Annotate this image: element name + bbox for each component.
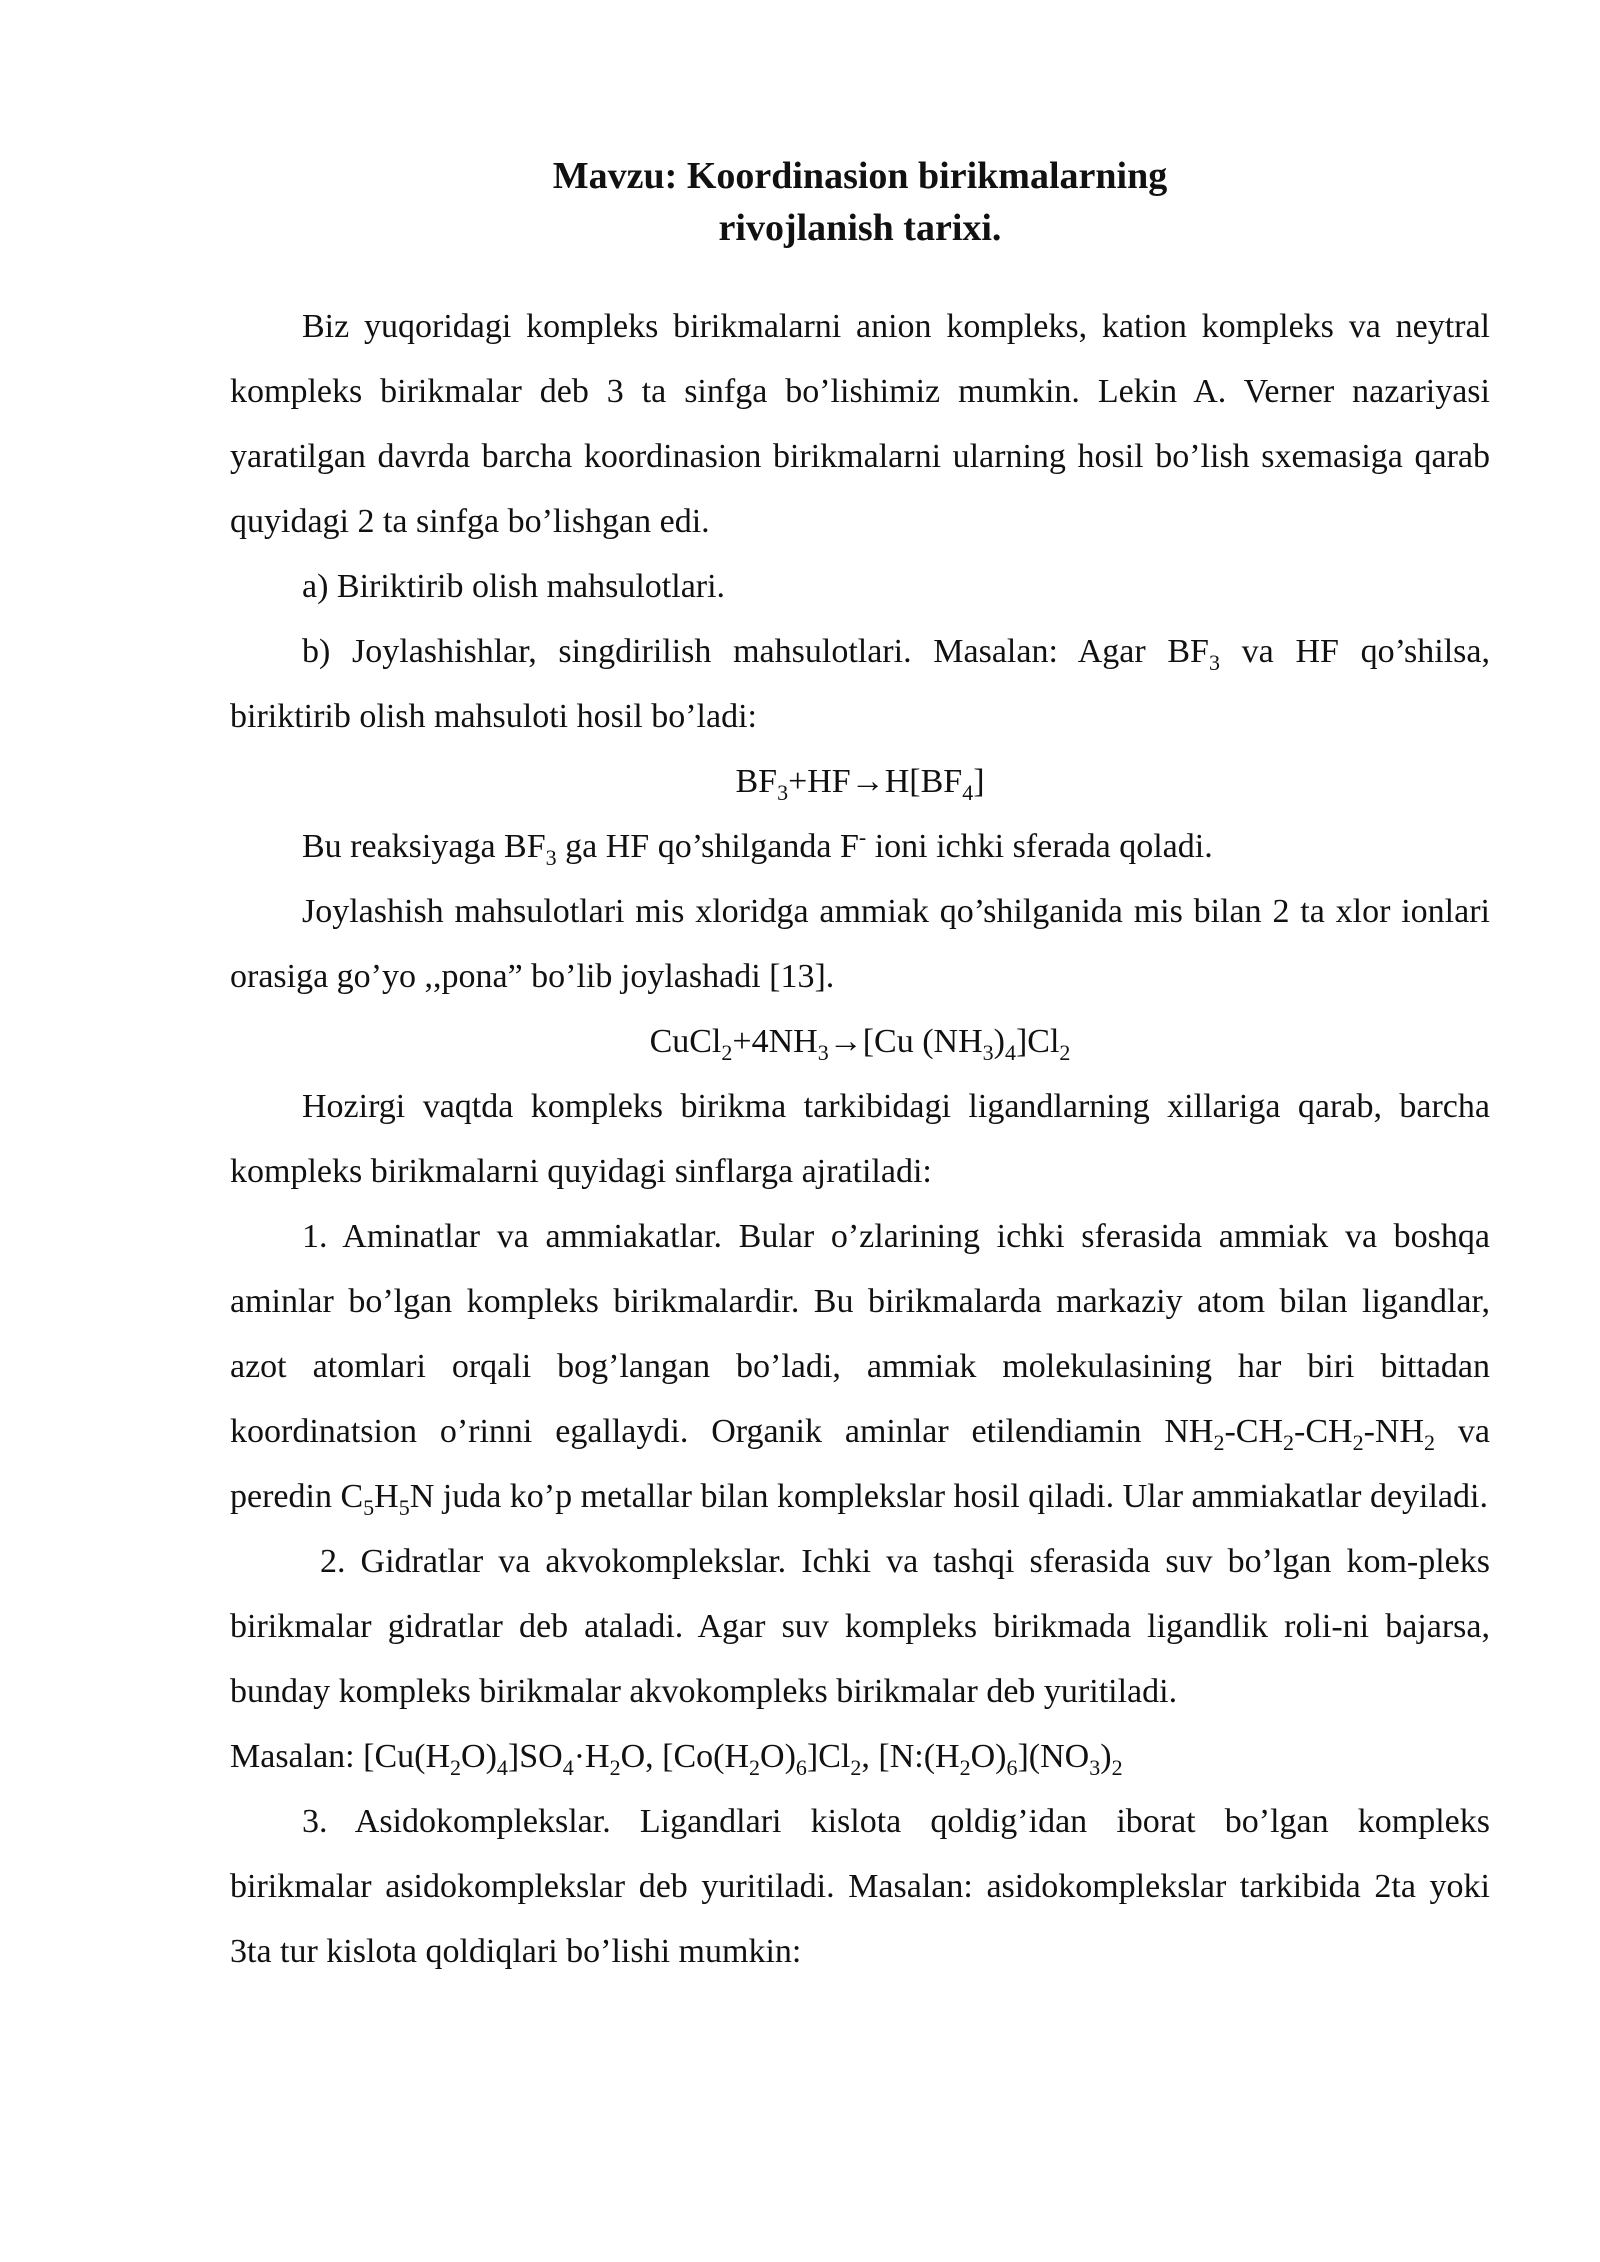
text: +HF [788,763,851,800]
paragraph-hydrates: 2. Gidratlar va akvokomplekslar. Ichki va tashqi sferasida suv bo’lgan kom-pleks birikmalar gidratlar deb ataladi. Agar suv kompleks birikmada ligandlik roli-ni bajarsa, bunday kompleks birikmalar akvokompleks birikmalar deb yuritiladi. [230,1543,1490,1710]
subscript: 3 [1089,1754,1101,1780]
text: BF [735,763,778,800]
subscript: 4 [562,1754,574,1780]
subscript: 2 [450,1754,462,1780]
subscript: 5 [363,1494,375,1520]
text: O) [970,1738,1007,1775]
subscript: 6 [1006,1754,1018,1780]
text: Bu reaksiyaga BF [302,828,546,865]
subscript: 2 [721,1039,733,1065]
item-b [230,619,1490,749]
equation-copper-ammonia [230,1009,1490,1074]
subscript: 6 [795,1754,807,1780]
text: ) [1100,1738,1112,1775]
title-line-2: rivojlanish tarixi. [718,207,1002,249]
subscript: 2 [1283,1429,1295,1455]
subscript: 2 [1352,1429,1364,1455]
text: H[BF [884,763,963,800]
subscript: 3 [777,779,789,805]
text: va HF qo’shilsa, biriktirib olish mahsuloti hosil bo’ladi: [230,633,1490,735]
text: 1. Aminatlar va ammiakatlar. Bular o’zlarining ichki sferasida ammiak va boshqa aminlar bo’lgan kompleks birikmalardir. Bu birikmalarda markaziy atom bilan ligandlar, azot atomlari orqali bog’langan bo’ladi, ammiak molekulasining har biri bittadan koordinatsion o’rinni egallaydi. Organik aminlar etilendiamin NH [230,1218,1490,1450]
text: -CH [1294,1413,1353,1450]
paragraph-aminates [230,1204,1490,1529]
item-a: a) Biriktirib olish mahsulotlari. [302,568,726,605]
text: ga HF qo’shilganda F [556,828,859,865]
text: ]Cl [806,1738,851,1775]
paragraph-classification: Hozirgi vaqtda kompleks birikma tarkibidagi ligandlarning xillariga qarab, barcha kompleks birikmalarni quyidagi sinflarga ajratiladi: [230,1088,1490,1190]
subscript: 2 [1059,1039,1071,1065]
text: O) [760,1738,796,1775]
arrow-icon: → [850,763,885,800]
text: -CH [1224,1413,1284,1450]
superscript: - [858,824,867,850]
subscript: 4 [1004,1039,1016,1065]
subscript: 2 [1213,1429,1225,1455]
subscript: 2 [1424,1429,1436,1455]
page-title [230,150,1490,254]
paragraph-reaction [230,814,1490,879]
paragraph-intro: Biz yuqoridagi kompleks birikmalarni anion kompleks, kation kompleks va neytral kompleks birikmalar deb 3 ta sinfga bo’lishimiz mumkin. Lekin A. Verner nazariyasi yaratilgan davrda barcha koordinasion birikmalarni ularning hosil bo’lish sxemasiga qarab quyidagi 2 ta sinfga bo’lishgan edi. [230,308,1490,540]
text: ioni ichki sferada qoladi. [866,828,1213,865]
text: H [374,1478,399,1515]
subscript: 2 [749,1754,761,1780]
subscript: 3 [545,844,557,870]
document-page [230,150,1490,1984]
subscript: 4 [496,1754,508,1780]
text: , [N:(H [861,1738,960,1775]
text: O) [461,1738,497,1775]
subscript: 2 [1111,1754,1123,1780]
subscript: 3 [1208,649,1220,675]
text: CuCl [649,1023,722,1060]
text: O, [Co(H [620,1738,750,1775]
title-line-1: Mavzu: Koordinasion birikmalarning [552,155,1168,197]
text: ) [993,1023,1005,1060]
text: ] [973,763,985,800]
text: ](NO [1017,1738,1090,1775]
subscript: 2 [609,1754,621,1780]
text: va peredin C [230,1413,1490,1515]
subscript: 5 [398,1494,410,1520]
equation-bf4 [230,749,1490,814]
subscript: 4 [962,779,974,805]
text: [Cu (NH [862,1023,983,1060]
text: · [573,1738,586,1775]
paragraph-placement: Joylashish mahsulotlari mis xloridga ammiak qo’shilganida mis bilan 2 ta xlor ionlari orasiga go’yo ,,pona” bo’lib joylashadi [13]. [230,893,1490,995]
text: N juda ko’p metallar bilan komplekslar hosil qiladi. Ular ammiakatlar deyiladi. [409,1478,1488,1515]
text: ]SO [507,1738,563,1775]
text: ]Cl [1015,1023,1060,1060]
subscript: 3 [982,1039,994,1065]
text: -NH [1363,1413,1425,1450]
text: H [585,1738,610,1775]
text: b) Joylashishlar, singdirilish mahsulotlari. Masalan: Agar BF [302,633,1209,670]
text: Masalan: [Cu(H [230,1738,451,1775]
arrow-icon: → [828,1023,863,1060]
text: +4NH [732,1023,818,1060]
subscript: 3 [817,1039,829,1065]
subscript: 2 [959,1754,971,1780]
paragraph-acidocomplexes: 3. Asidokomplekslar. Ligandlari kislota qoldig’idan iborat bo’lgan kompleks birikmalar asidokomplekslar deb yuritiladi. Masalan: asidokomplekslar tarkibida 2ta yoki 3ta tur kislota qoldiqlari bo’lishi mumkin: [230,1803,1490,1970]
paragraph-hydrate-examples [230,1724,1490,1789]
subscript: 2 [850,1754,862,1780]
